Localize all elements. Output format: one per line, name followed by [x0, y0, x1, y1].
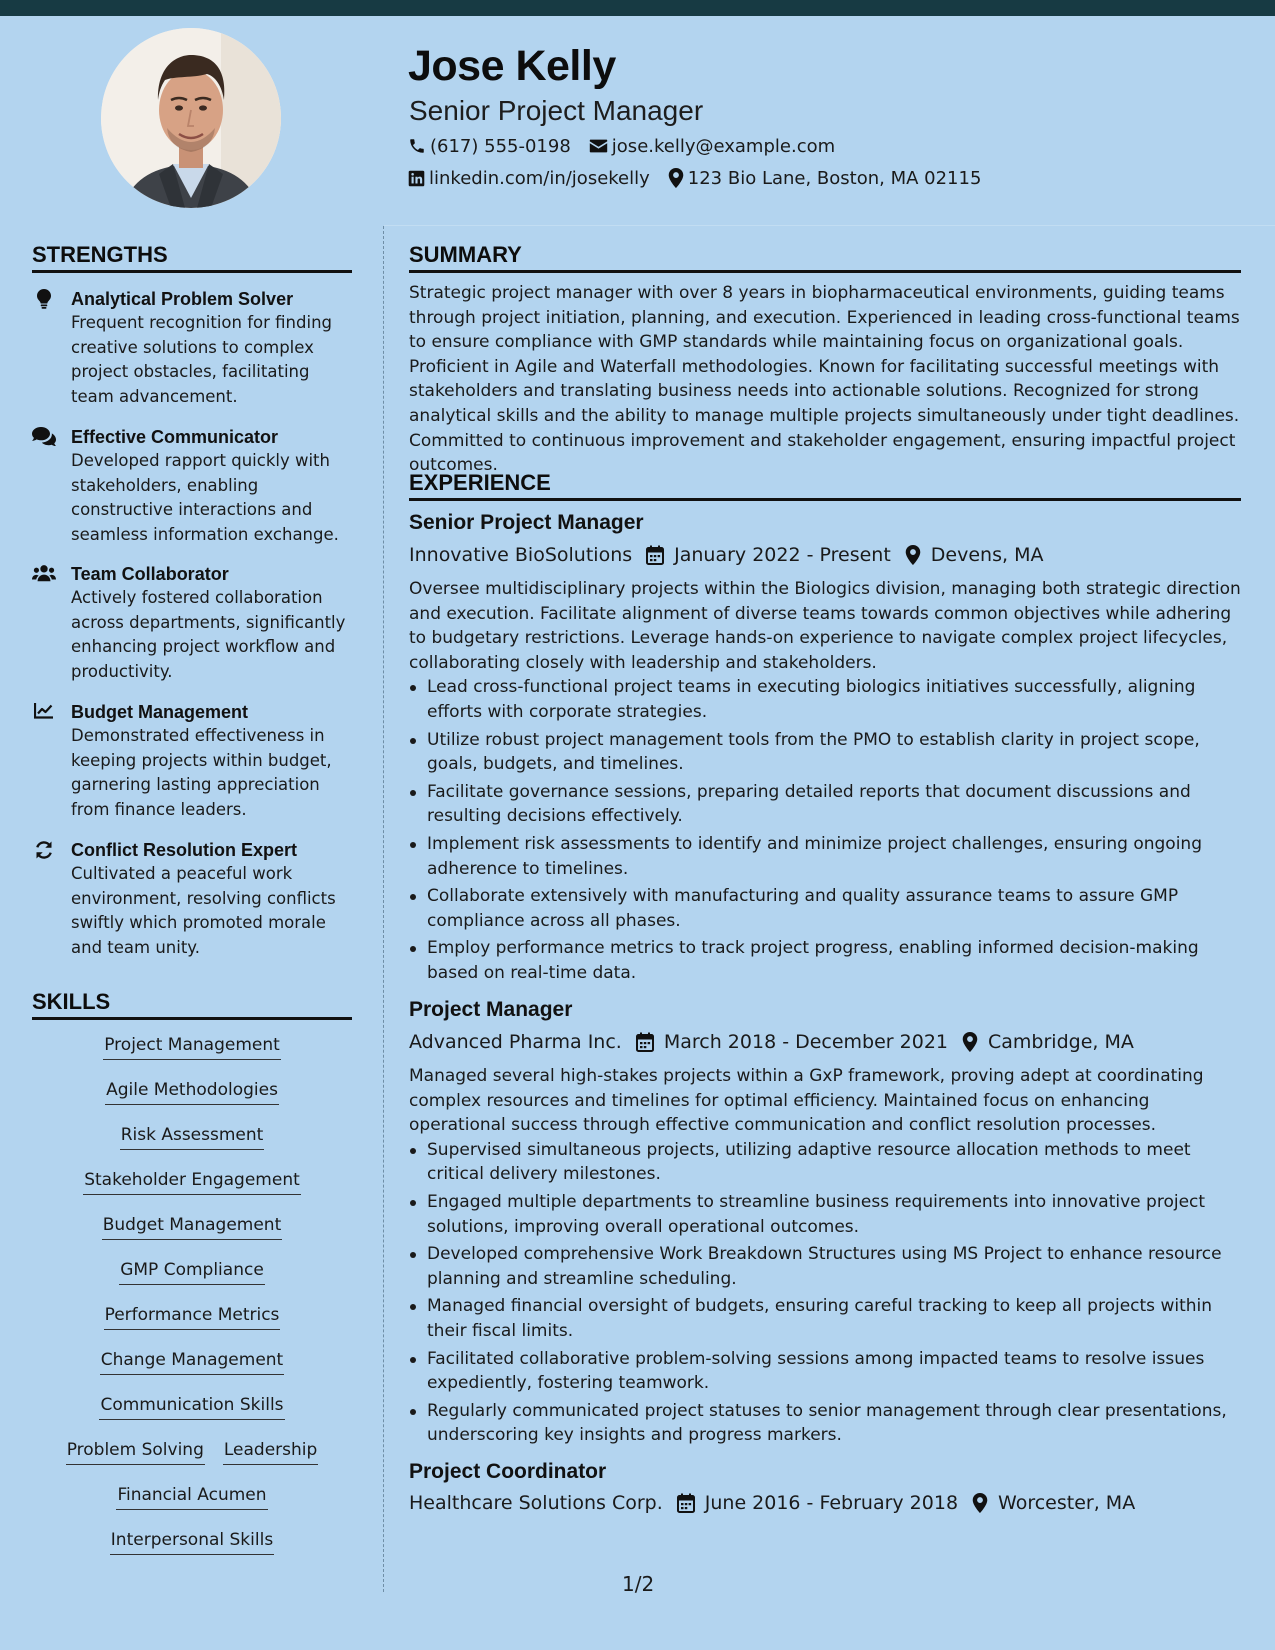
- job-location-text: Cambridge, MA: [988, 1031, 1134, 1053]
- skill-tag: Problem Solving: [66, 1439, 205, 1465]
- address-text: 123 Bio Lane, Boston, MA 02115: [687, 167, 982, 189]
- job-dates: [677, 1492, 958, 1514]
- skill-tag: Agile Methodologies: [105, 1079, 279, 1105]
- skill-row: [32, 1169, 352, 1214]
- phone-icon: [408, 137, 426, 155]
- skill-tag: Leadership: [223, 1439, 318, 1465]
- job-bullet: Collaborate extensively with manufacturing and quality assurance teams to assure GMP compliance across all phases.: [409, 884, 1241, 933]
- job-bullet: Facilitate governance sessions, preparing detailed reports that document discussions and resulting decisions effectively.: [409, 780, 1241, 829]
- skill-row: [32, 1394, 352, 1439]
- job-title: Project Manager: [409, 998, 573, 1021]
- contact-address: [668, 168, 982, 189]
- strength-desc: Developed rapport quickly with stakeholders, enabling constructive interactions and seamless information exchange.: [71, 451, 339, 544]
- job-bullets: [409, 675, 1241, 985]
- job-bullet: Facilitated collaborative problem-solving sessions among impacted teams to resolve issues expediently, fostering teamwork.: [409, 1347, 1241, 1396]
- job-location-text: Worcester, MA: [998, 1492, 1136, 1514]
- skill-tag: GMP Compliance: [119, 1259, 265, 1285]
- strength-item: [32, 425, 352, 547]
- job-dates: [636, 1031, 948, 1053]
- job-location: [972, 1492, 1135, 1514]
- phone-text: (617) 555-0198: [430, 135, 571, 157]
- skill-tag: Risk Assessment: [120, 1124, 265, 1150]
- users-icon: [32, 564, 56, 584]
- job-bullet: Supervised simultaneous projects, utilizing adaptive resource allocation methods to meet critical delivery milestones.: [409, 1138, 1241, 1187]
- contact-linkedin[interactable]: [408, 168, 650, 189]
- strength-title: Budget Management: [71, 702, 249, 722]
- skill-row: [32, 1304, 352, 1349]
- strength-title: Effective Communicator: [71, 427, 279, 447]
- email-text: jose.kelly@example.com: [611, 135, 836, 157]
- page-number: 1/2: [622, 1572, 655, 1596]
- strength-desc: Frequent recognition for finding creative solutions to complex project obstacles, facilitating team advancement.: [71, 313, 332, 406]
- job-bullet: Engaged multiple departments to streamline business requirements into innovative project solutions, improving overall operational outcomes.: [409, 1190, 1241, 1239]
- map-marker-icon: [962, 1032, 978, 1052]
- job-body: [409, 1064, 1241, 1451]
- skill-tag: Interpersonal Skills: [110, 1529, 274, 1555]
- experience-heading: EXPERIENCE: [409, 470, 1241, 501]
- map-marker-icon: [668, 168, 684, 188]
- job-company: Advanced Pharma Inc.: [409, 1031, 622, 1053]
- job-meta: [409, 1029, 1148, 1055]
- job-location-text: Devens, MA: [930, 544, 1044, 566]
- job-body: [409, 577, 1241, 989]
- skill-row: [32, 1124, 352, 1169]
- skill-row: [32, 1529, 352, 1574]
- job-bullet: Implement risk assessments to identify and minimize project challenges, ensuring ongoing adherence to timelines.: [409, 832, 1241, 881]
- job-meta: [409, 542, 1057, 568]
- linkedin-text: linkedin.com/in/josekelly: [429, 167, 650, 189]
- job-company: Healthcare Solutions Corp.: [409, 1492, 663, 1514]
- skill-tag: Financial Acumen: [116, 1484, 267, 1510]
- strength-desc: Actively fostered collaboration across departments, significantly enhancing project workflow and productivity.: [71, 588, 346, 681]
- skill-tag: Change Management: [100, 1349, 284, 1375]
- job-description: Oversee multidisciplinary projects within the Biologics division, managing both strategic direction and execution. Facilitate alignment of diverse teams towards common objectives while adhering to budgetary restrictions. Leverage hands-on experience to navigate complex project lifecycles, collaborating closely with leadership and stakeholders.: [409, 579, 1241, 673]
- job-title: Senior Project Manager: [409, 511, 644, 534]
- job-meta: [409, 1490, 1149, 1516]
- map-marker-icon: [905, 545, 921, 565]
- strength-desc: Demonstrated effectiveness in keeping projects within budget, garnering lasting appreciation from finance leaders.: [71, 726, 332, 819]
- skill-row: [32, 1034, 352, 1079]
- skill-tag: Project Management: [103, 1034, 281, 1060]
- skills-list: [32, 1034, 352, 1574]
- skill-tag: Stakeholder Engagement: [83, 1169, 301, 1195]
- skill-row: [32, 1079, 352, 1124]
- profile-photo-illustration: [101, 28, 281, 208]
- contact-email[interactable]: [589, 136, 835, 157]
- job-dates: [646, 544, 891, 566]
- candidate-title: Senior Project Manager: [409, 95, 704, 126]
- job-description: Managed several high-stakes projects within a GxP framework, proving adept at coordinating complex resources and timelines for optimal efficiency. Maintained focus on enhancing operational success through effective communication and conflict resolution processes.: [409, 1066, 1204, 1136]
- strength-title: Conflict Resolution Expert: [71, 840, 298, 860]
- job-location: [905, 544, 1044, 566]
- strength-item: [32, 700, 352, 822]
- skill-row: [32, 1484, 352, 1529]
- skill-row: [32, 1214, 352, 1259]
- job-bullet: Developed comprehensive Work Breakdown Structures using MS Project to enhance resource planning and streamline scheduling.: [409, 1242, 1241, 1291]
- top-bar: [0, 0, 1275, 16]
- skill-tag: Budget Management: [102, 1214, 283, 1240]
- job-bullets: [409, 1138, 1241, 1448]
- strength-item: [32, 838, 352, 960]
- chart-line-icon: [32, 702, 56, 722]
- strength-title: Analytical Problem Solver: [71, 289, 294, 309]
- sync-icon: [32, 840, 56, 860]
- contact-row-2: [408, 166, 999, 190]
- linkedin-icon: [408, 170, 425, 187]
- skill-tag: Performance Metrics: [104, 1304, 281, 1330]
- strength-title: Team Collaborator: [71, 564, 229, 584]
- contact-phone[interactable]: [408, 136, 571, 157]
- header-divider: [384, 225, 1275, 226]
- lightbulb-icon: [32, 289, 56, 309]
- map-marker-icon: [972, 1493, 988, 1513]
- summary-heading: SUMMARY: [409, 242, 1241, 273]
- job-dates-text: March 2018 - December 2021: [663, 1031, 949, 1053]
- summary-text: Strategic project manager with over 8 years in biopharmaceutical environments, guiding teams through project initiation, planning, and execution. Experienced in leading cross-functional teams to ensure compliance with GMP standards while maintaining focus on organizational goals. Proficient in Agile and Waterfall methodologies. Known for facilitating successful meetings with stakeholders and translating business needs into actionable solutions. Recognized for strong analytical skills and the ability to manage multiple projects simultaneously under tight deadlines. Committed to continuous improvement and stakeholder engagement, ensuring impactful project outcomes.: [409, 283, 1240, 476]
- job-bullet: Utilize robust project management tools from the PMO to establish clarity in project scope, goals, budgets, and timelines.: [409, 728, 1241, 777]
- skill-row: [32, 1349, 352, 1394]
- job-company: Innovative BioSolutions: [409, 544, 633, 566]
- skills-heading: SKILLS: [32, 989, 352, 1020]
- column-divider: [383, 226, 384, 1592]
- calendar-icon: [677, 1493, 695, 1513]
- comments-icon: [32, 427, 56, 447]
- profile-photo: [101, 28, 281, 208]
- skill-row: [32, 1439, 352, 1484]
- job-dates-text: June 2016 - February 2018: [704, 1492, 959, 1514]
- calendar-icon: [636, 1032, 654, 1052]
- job-bullet: Employ performance metrics to track project progress, enabling informed decision-making based on real-time data.: [409, 936, 1241, 985]
- job-bullet: Managed financial oversight of budgets, ensuring careful tracking to keep all projects within their fiscal limits.: [409, 1294, 1241, 1343]
- strength-item: [32, 287, 352, 409]
- strength-item: [32, 562, 352, 684]
- job-title: Project Coordinator: [409, 1460, 607, 1483]
- strengths-heading: STRENGTHS: [32, 242, 352, 273]
- job-bullet: Regularly communicated project statuses to senior management through clear presentations, underscoring key insights and progress markers.: [409, 1399, 1241, 1448]
- skill-row: [32, 1259, 352, 1304]
- calendar-icon: [646, 545, 664, 565]
- skill-tag: Communication Skills: [99, 1394, 284, 1420]
- strength-desc: Cultivated a peaceful work environment, resolving conflicts swiftly which promoted morale and team unity.: [71, 864, 336, 957]
- contact-row-1: [408, 134, 853, 158]
- job-location: [962, 1031, 1134, 1053]
- candidate-name: Jose Kelly: [408, 42, 616, 90]
- job-bullet: Lead cross-functional project teams in executing biologics initiatives successfully, aligning efforts with corporate strategies.: [409, 675, 1241, 724]
- envelope-icon: [589, 138, 608, 154]
- job-dates-text: January 2022 - Present: [674, 544, 891, 566]
